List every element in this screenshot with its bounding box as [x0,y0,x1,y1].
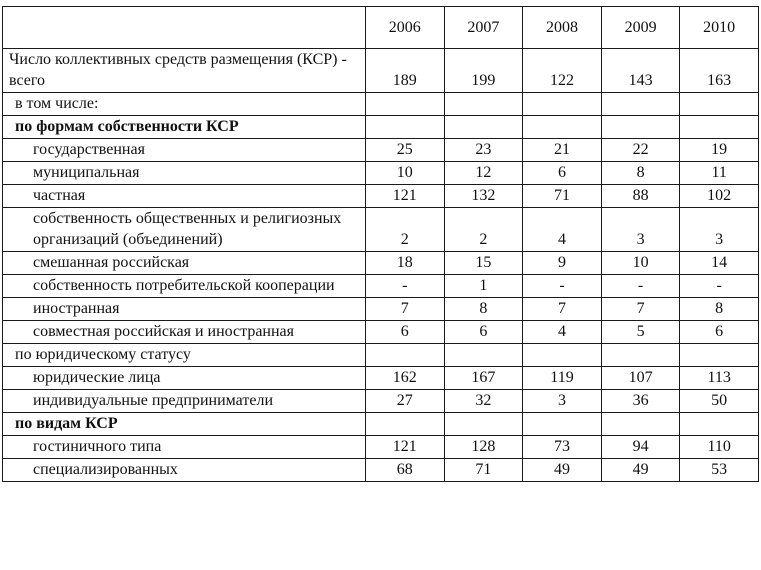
table-row [3,367,759,390]
value-cell: 121 [366,185,445,208]
row-label: муниципальная [3,162,366,185]
table-row [3,436,759,459]
value-cell [444,344,523,367]
value-cell: - [523,275,602,298]
header-row [3,7,759,49]
header-corner-cell [3,7,366,49]
table-row [3,275,759,298]
value-cell: 119 [523,367,602,390]
value-cell: - [366,275,445,298]
table-row [3,93,759,116]
value-cell [366,93,445,116]
table-row [3,185,759,208]
value-cell: 19 [680,139,759,162]
year-header: 2007 [444,7,523,49]
table-row [3,162,759,185]
value-cell: 199 [444,49,523,93]
value-cell: 3 [601,208,680,252]
value-cell: 162 [366,367,445,390]
value-cell: 23 [444,139,523,162]
value-cell [444,413,523,436]
value-cell: 167 [444,367,523,390]
value-cell [523,344,602,367]
value-cell: 102 [680,185,759,208]
value-cell: - [601,275,680,298]
value-cell: 27 [366,390,445,413]
table-row [3,459,759,482]
value-cell: 122 [523,49,602,93]
row-label: частная [3,185,366,208]
value-cell [444,116,523,139]
row-label: специализированных [3,459,366,482]
value-cell: 5 [601,321,680,344]
value-cell: 143 [601,49,680,93]
value-cell [366,344,445,367]
value-cell [523,93,602,116]
value-cell: 6 [366,321,445,344]
row-label: собственность общественных и религиозных организаций (объединений) [3,208,366,252]
value-cell [523,116,602,139]
row-label: в том числе: [3,93,366,116]
value-cell: 7 [601,298,680,321]
value-cell: 22 [601,139,680,162]
value-cell: 128 [444,436,523,459]
value-cell: 8 [444,298,523,321]
value-cell: 10 [366,162,445,185]
row-label: по юридическому статусу [3,344,366,367]
value-cell: 21 [523,139,602,162]
value-cell: 32 [444,390,523,413]
value-cell [680,344,759,367]
row-label: по видам КСР [3,413,366,436]
value-cell: 7 [366,298,445,321]
row-label: собственность потребительской кооперации [3,275,366,298]
value-cell: 15 [444,252,523,275]
value-cell [601,116,680,139]
value-cell [601,413,680,436]
value-cell: 12 [444,162,523,185]
value-cell: 50 [680,390,759,413]
year-header: 2009 [601,7,680,49]
value-cell: 8 [680,298,759,321]
table-row [3,139,759,162]
value-cell: 2 [366,208,445,252]
value-cell: 10 [601,252,680,275]
table-row [3,208,759,252]
value-cell: 6 [444,321,523,344]
value-cell: 1 [444,275,523,298]
value-cell: 8 [601,162,680,185]
value-cell: 2 [444,208,523,252]
value-cell: 11 [680,162,759,185]
value-cell: 68 [366,459,445,482]
value-cell [680,93,759,116]
table-row [3,49,759,93]
row-label: юридические лица [3,367,366,390]
value-cell [680,116,759,139]
value-cell [680,413,759,436]
table-row [3,321,759,344]
value-cell: 53 [680,459,759,482]
statistics-table [2,6,759,482]
year-header: 2006 [366,7,445,49]
value-cell: 49 [601,459,680,482]
value-cell [523,413,602,436]
value-cell: 3 [680,208,759,252]
value-cell [601,344,680,367]
row-label: государственная [3,139,366,162]
row-label: Число коллективных средств размещения (КСР) - всего [3,49,366,93]
table-row [3,298,759,321]
value-cell [601,93,680,116]
value-cell: 94 [601,436,680,459]
value-cell: 4 [523,208,602,252]
year-header: 2010 [680,7,759,49]
value-cell: 71 [444,459,523,482]
value-cell: 7 [523,298,602,321]
row-label: индивидуальные предприниматели [3,390,366,413]
value-cell: 163 [680,49,759,93]
value-cell: 71 [523,185,602,208]
value-cell: 6 [680,321,759,344]
table-row [3,413,759,436]
table-row [3,252,759,275]
row-label: смешанная российская [3,252,366,275]
value-cell: 36 [601,390,680,413]
value-cell: 73 [523,436,602,459]
value-cell: 121 [366,436,445,459]
value-cell: 4 [523,321,602,344]
value-cell: 113 [680,367,759,390]
value-cell: 107 [601,367,680,390]
table-row [3,116,759,139]
value-cell: 3 [523,390,602,413]
value-cell: 9 [523,252,602,275]
table-row [3,390,759,413]
value-cell: 88 [601,185,680,208]
value-cell: - [680,275,759,298]
value-cell [366,413,445,436]
value-cell: 49 [523,459,602,482]
value-cell: 14 [680,252,759,275]
value-cell: 110 [680,436,759,459]
row-label: по формам собственности КСР [3,116,366,139]
value-cell: 189 [366,49,445,93]
value-cell: 6 [523,162,602,185]
table-row [3,344,759,367]
row-label: гостиничного типа [3,436,366,459]
row-label: совместная российская и иностранная [3,321,366,344]
row-label: иностранная [3,298,366,321]
value-cell [366,116,445,139]
value-cell: 132 [444,185,523,208]
year-header: 2008 [523,7,602,49]
value-cell: 18 [366,252,445,275]
value-cell: 25 [366,139,445,162]
value-cell [444,93,523,116]
